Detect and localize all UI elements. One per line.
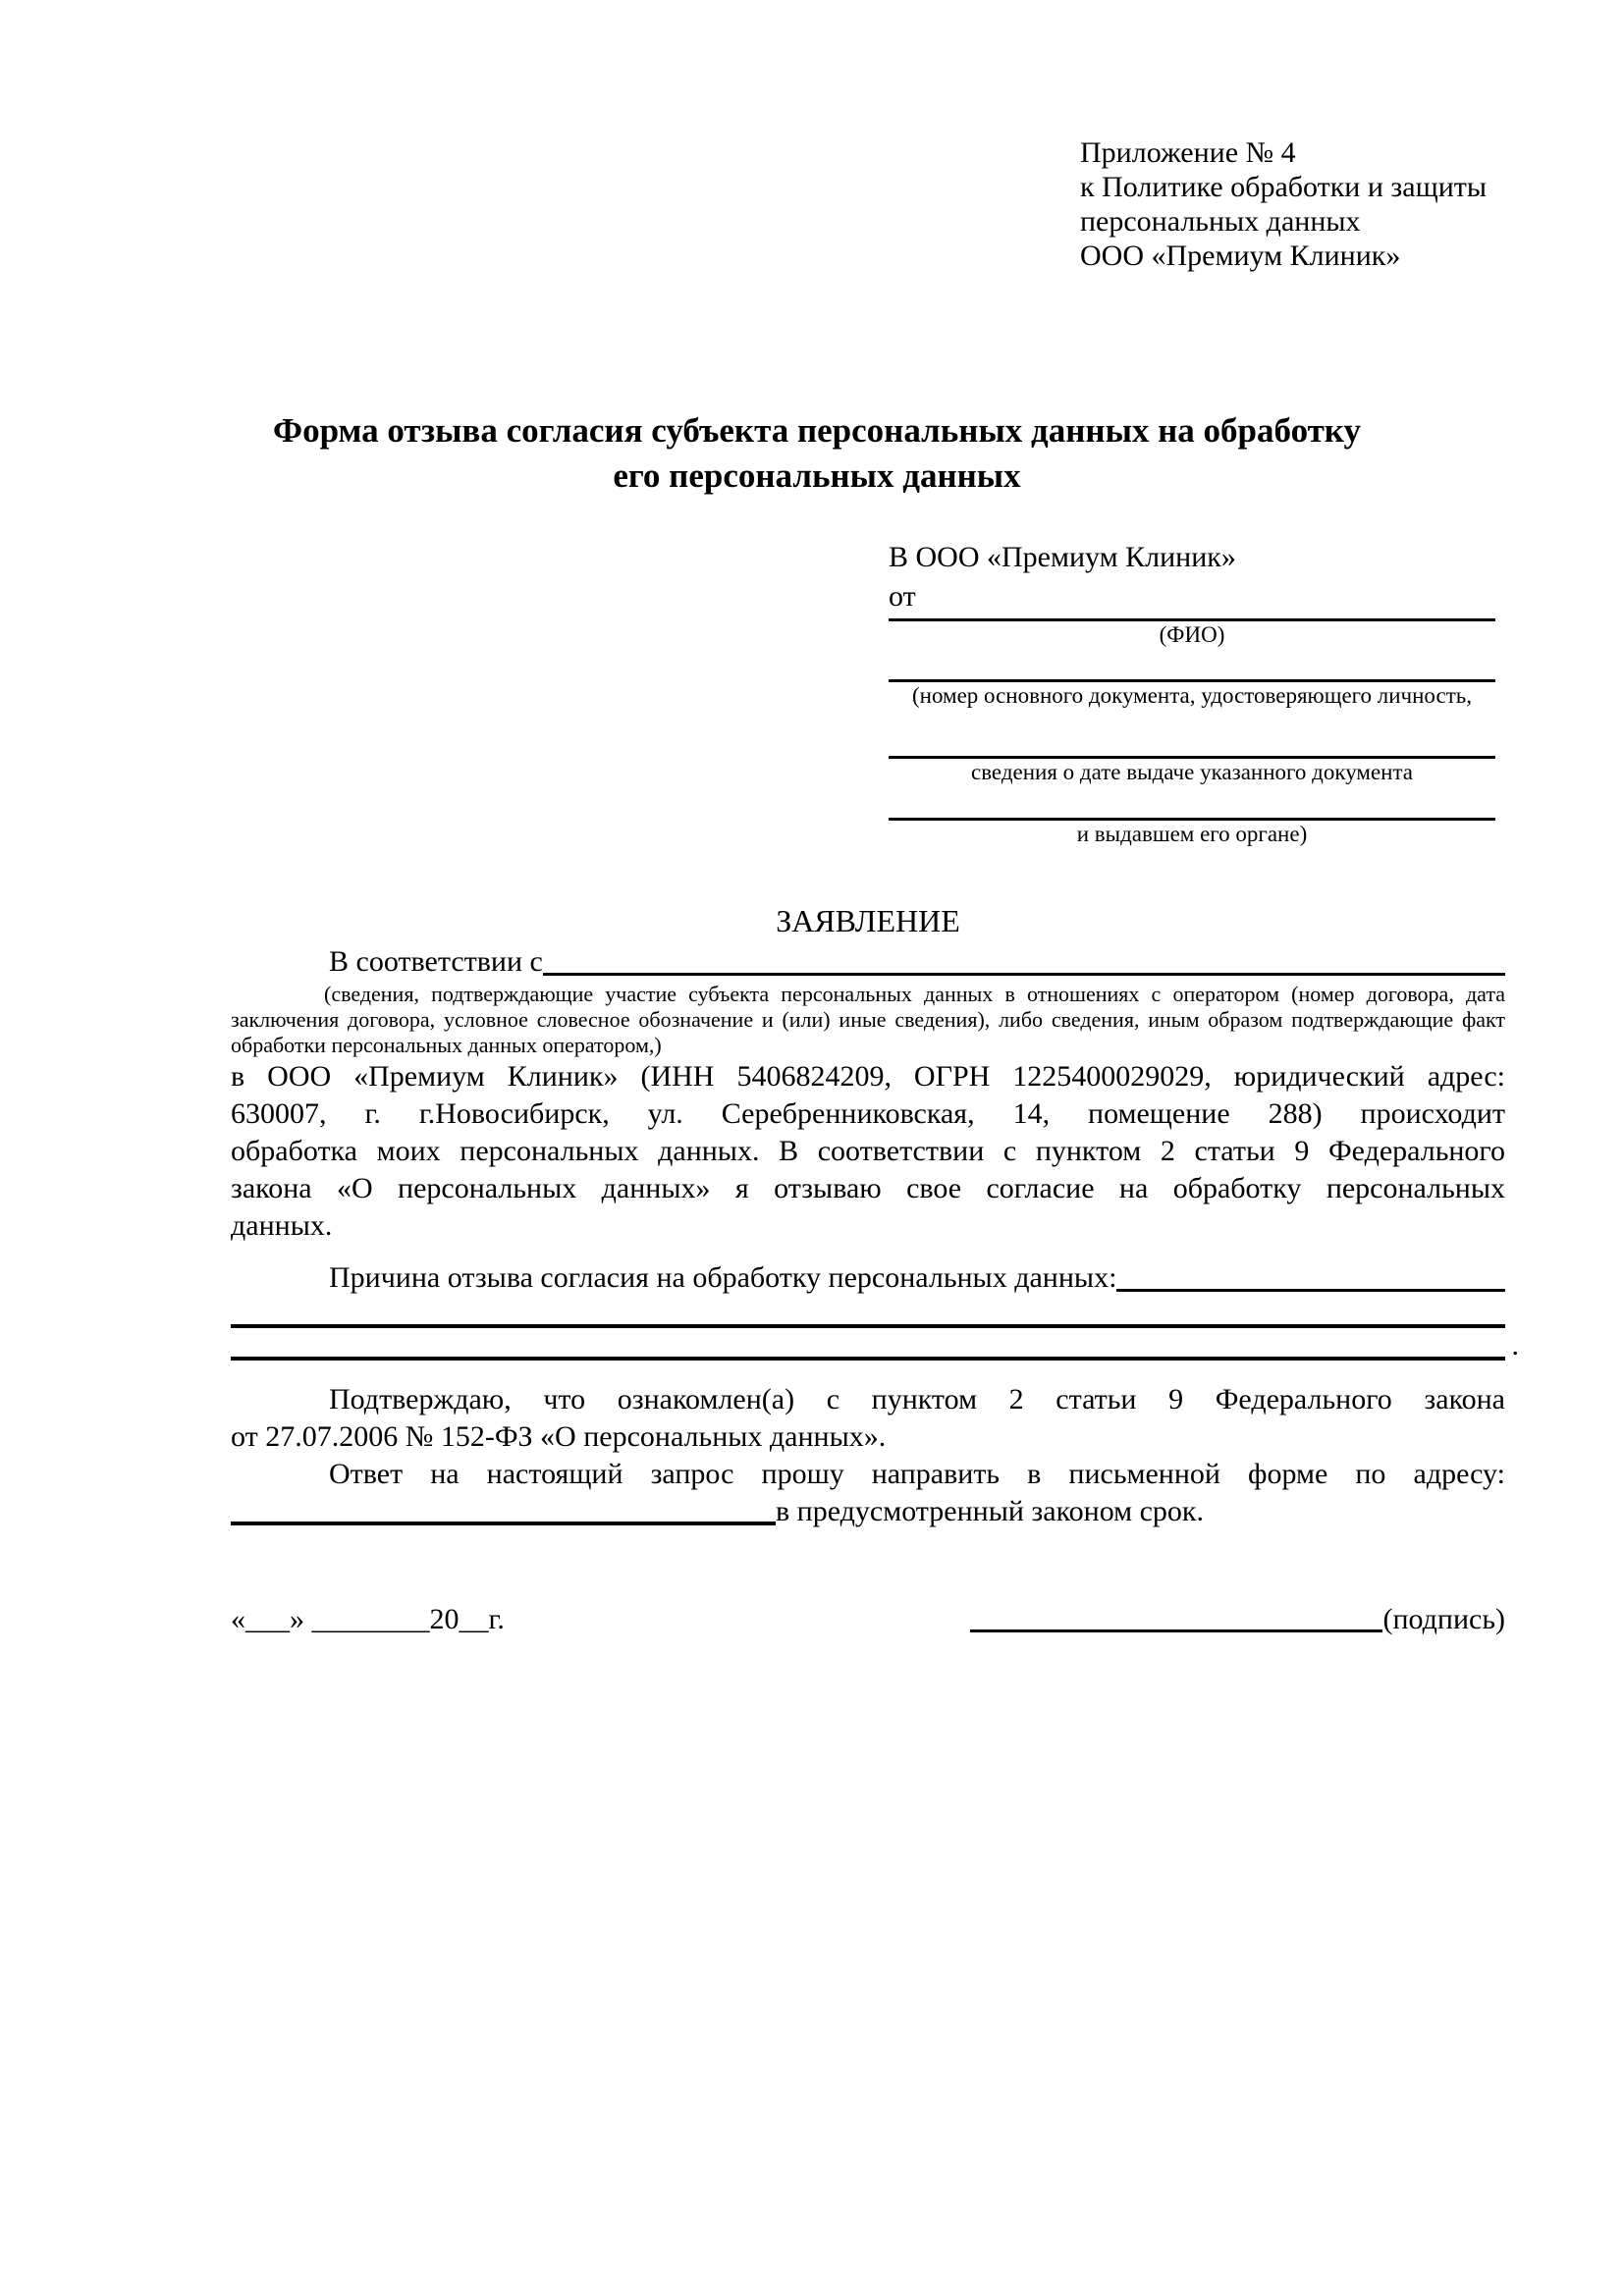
document-number-caption: (номер основного документа, удостоверяющего личность, — [911, 683, 1472, 708]
reason-blank-line-2 — [231, 1324, 1505, 1328]
signature-caption: (подпись) — [1382, 1603, 1505, 1635]
appendix-line: ООО «Премиум Клиник» — [1080, 240, 1401, 272]
footnote-line: обработки персональных данных оператором,) — [231, 1033, 662, 1057]
intro-row — [231, 942, 1505, 982]
page-title — [128, 408, 1506, 499]
confirmation-paragraph — [231, 1381, 1505, 1456]
statement-body — [231, 1058, 1505, 1245]
addressee-block — [889, 538, 1495, 847]
intro-blank-line — [543, 973, 1505, 976]
reason-label: Причина отзыва согласия на обработку персональных данных: — [329, 1261, 1117, 1294]
page-title-line: его персональных данных — [613, 456, 1021, 495]
page-title-line: Форма отзыва согласия субъекта персональных данных на обработку — [273, 411, 1361, 450]
appendix-line: Приложение № 4 — [1080, 136, 1296, 169]
footnote-line: (сведения, подтверждающие участие субъекта персональных данных в отношениях с оператором (номер договора, дата — [324, 982, 1505, 1006]
body-line: закона «О персональных данных» я отзываю свое согласие на обработку персональных — [231, 1172, 1505, 1204]
date-blank: «___» ________20__г. — [231, 1603, 505, 1635]
reason-blank-line — [1116, 1289, 1505, 1292]
trailing-period: . — [1511, 1329, 1519, 1362]
body-line: в ООО «Премиум Клиник» (ИНН 5406824209, ОГРН 1225400029029, юридический адрес: — [231, 1060, 1505, 1093]
body-line: 630007, г. г.Новосибирск, ул. Серебренниковская, 14, помещение 288) происходит — [231, 1097, 1505, 1130]
fio-caption: (ФИО) — [1159, 622, 1225, 647]
issuing-authority-caption: и выдавшем его органе) — [1076, 822, 1308, 846]
appendix-line: к Политике обработки и защиты — [1080, 171, 1488, 203]
appendix-block — [1080, 135, 1624, 273]
signature-row — [231, 1601, 1505, 1638]
reply-request-tail: в предусмотренный законом срок. — [776, 1495, 1204, 1527]
reply-address-row — [231, 1493, 1505, 1530]
issue-date-caption: сведения о дате выдаче указанного документа — [970, 760, 1414, 784]
confirmation-line: от 27.07.2006 № 152-ФЗ «О персональных данных». — [231, 1420, 887, 1453]
reply-request-label: Ответ на настоящий запрос прошу направить в письменной форме по адресу: — [329, 1458, 1505, 1490]
footnote-block — [231, 982, 1505, 1058]
addressee-from-label: от — [889, 580, 916, 613]
addressee-to: В ООО «Премиум Клиник» — [889, 541, 1236, 573]
signature-blank-line — [970, 1629, 1382, 1632]
body-line: обработка моих персональных данных. В соответствии с пунктом 2 статьи 9 Федерального — [231, 1135, 1505, 1167]
confirmation-line: Подтверждаю, что ознакомлен(а) с пунктом 2 статьи 9 Федерального закона — [329, 1383, 1505, 1415]
reply-address-blank-line — [231, 1522, 776, 1525]
appendix-line: персональных данных — [1080, 205, 1361, 238]
reason-row — [231, 1258, 1505, 1298]
intro-label: В соответствии с — [329, 945, 543, 978]
reason-blank-line-3 — [231, 1329, 1519, 1362]
body-line: данных. — [231, 1209, 333, 1242]
footnote-line: заключения договора, условное словесное обозначение и (или) иные сведения), либо сведения, иным образом подтверждающие факт — [231, 1007, 1505, 1032]
statement-heading: ЗАЯВЛЕНИЕ — [776, 903, 960, 938]
signature-area — [970, 1601, 1505, 1638]
